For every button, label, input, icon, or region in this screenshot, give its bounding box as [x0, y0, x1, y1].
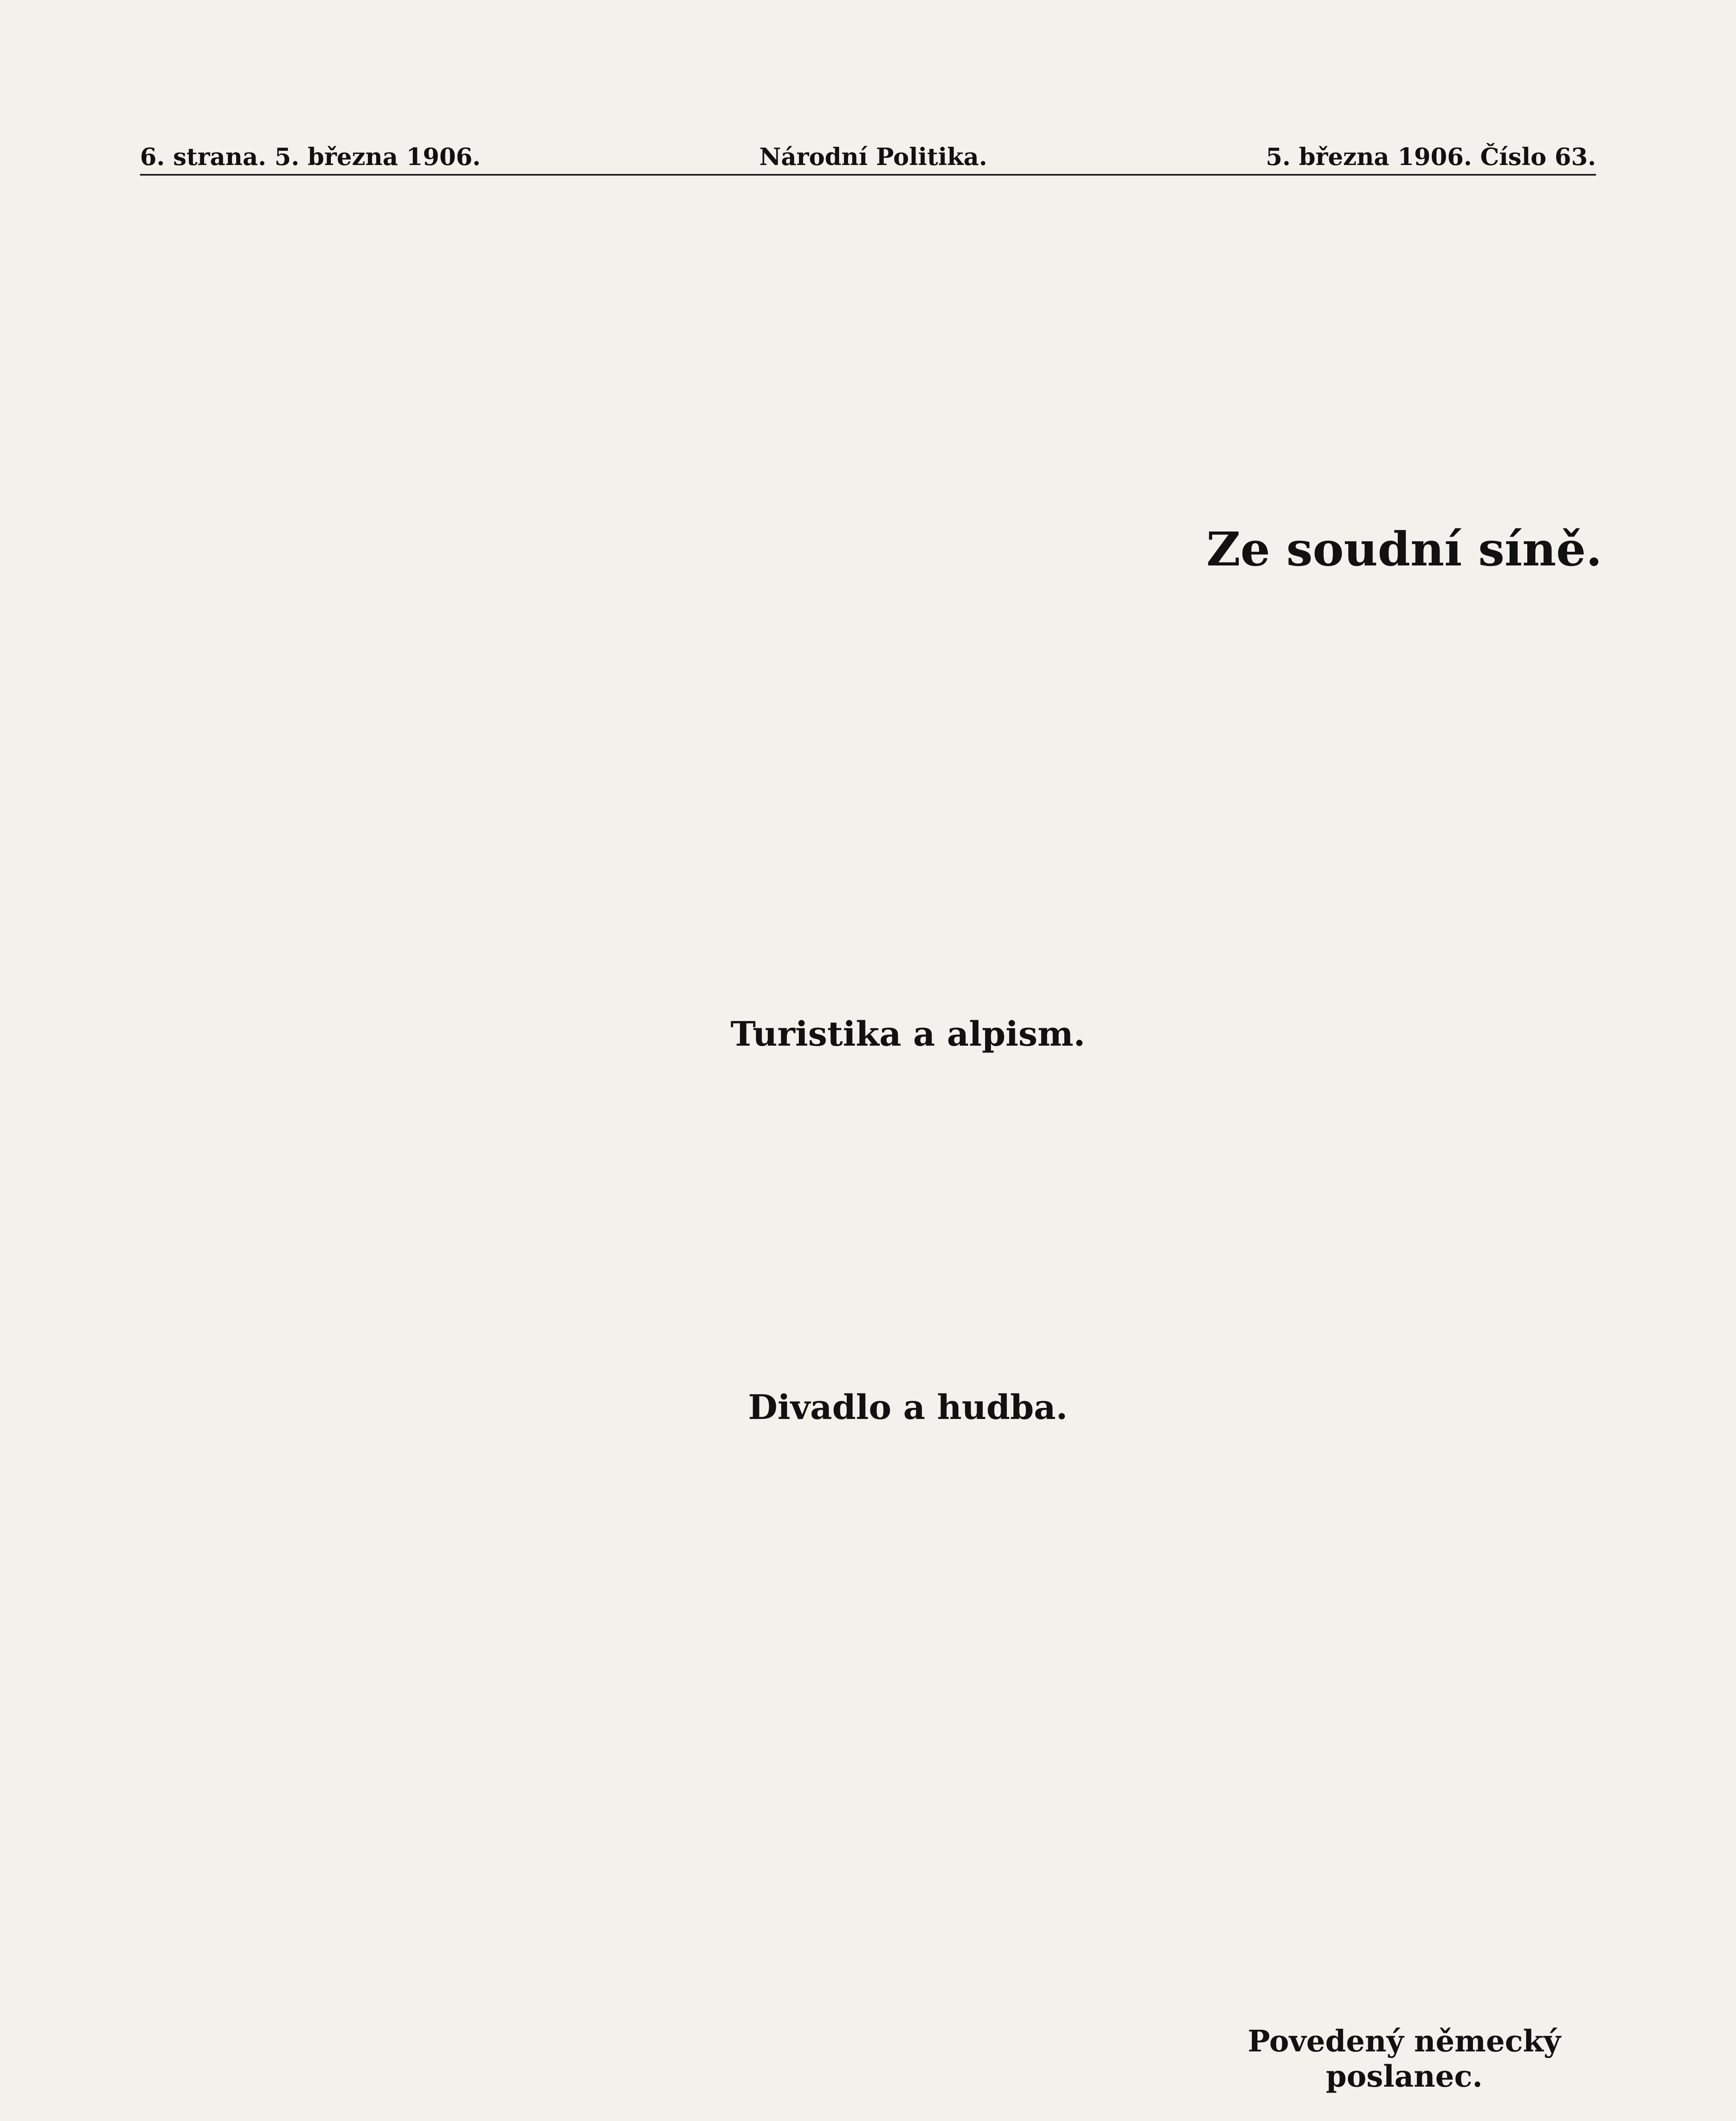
headline: Ze soudní síně. — [1206, 522, 1602, 576]
masthead-right: 5. března 1906. Číslo 63. — [1266, 143, 1596, 171]
masthead — [140, 140, 1596, 176]
masthead-title: Národní Politika. — [759, 143, 987, 171]
headline: Divadlo a hudba. — [748, 1387, 1068, 1427]
headline: Povedený německý poslanec. — [1248, 2023, 1561, 2094]
headline: Turistika a alpism. — [730, 1014, 1086, 1054]
masthead-left: 6. strana. 5. března 1906. — [140, 143, 481, 171]
